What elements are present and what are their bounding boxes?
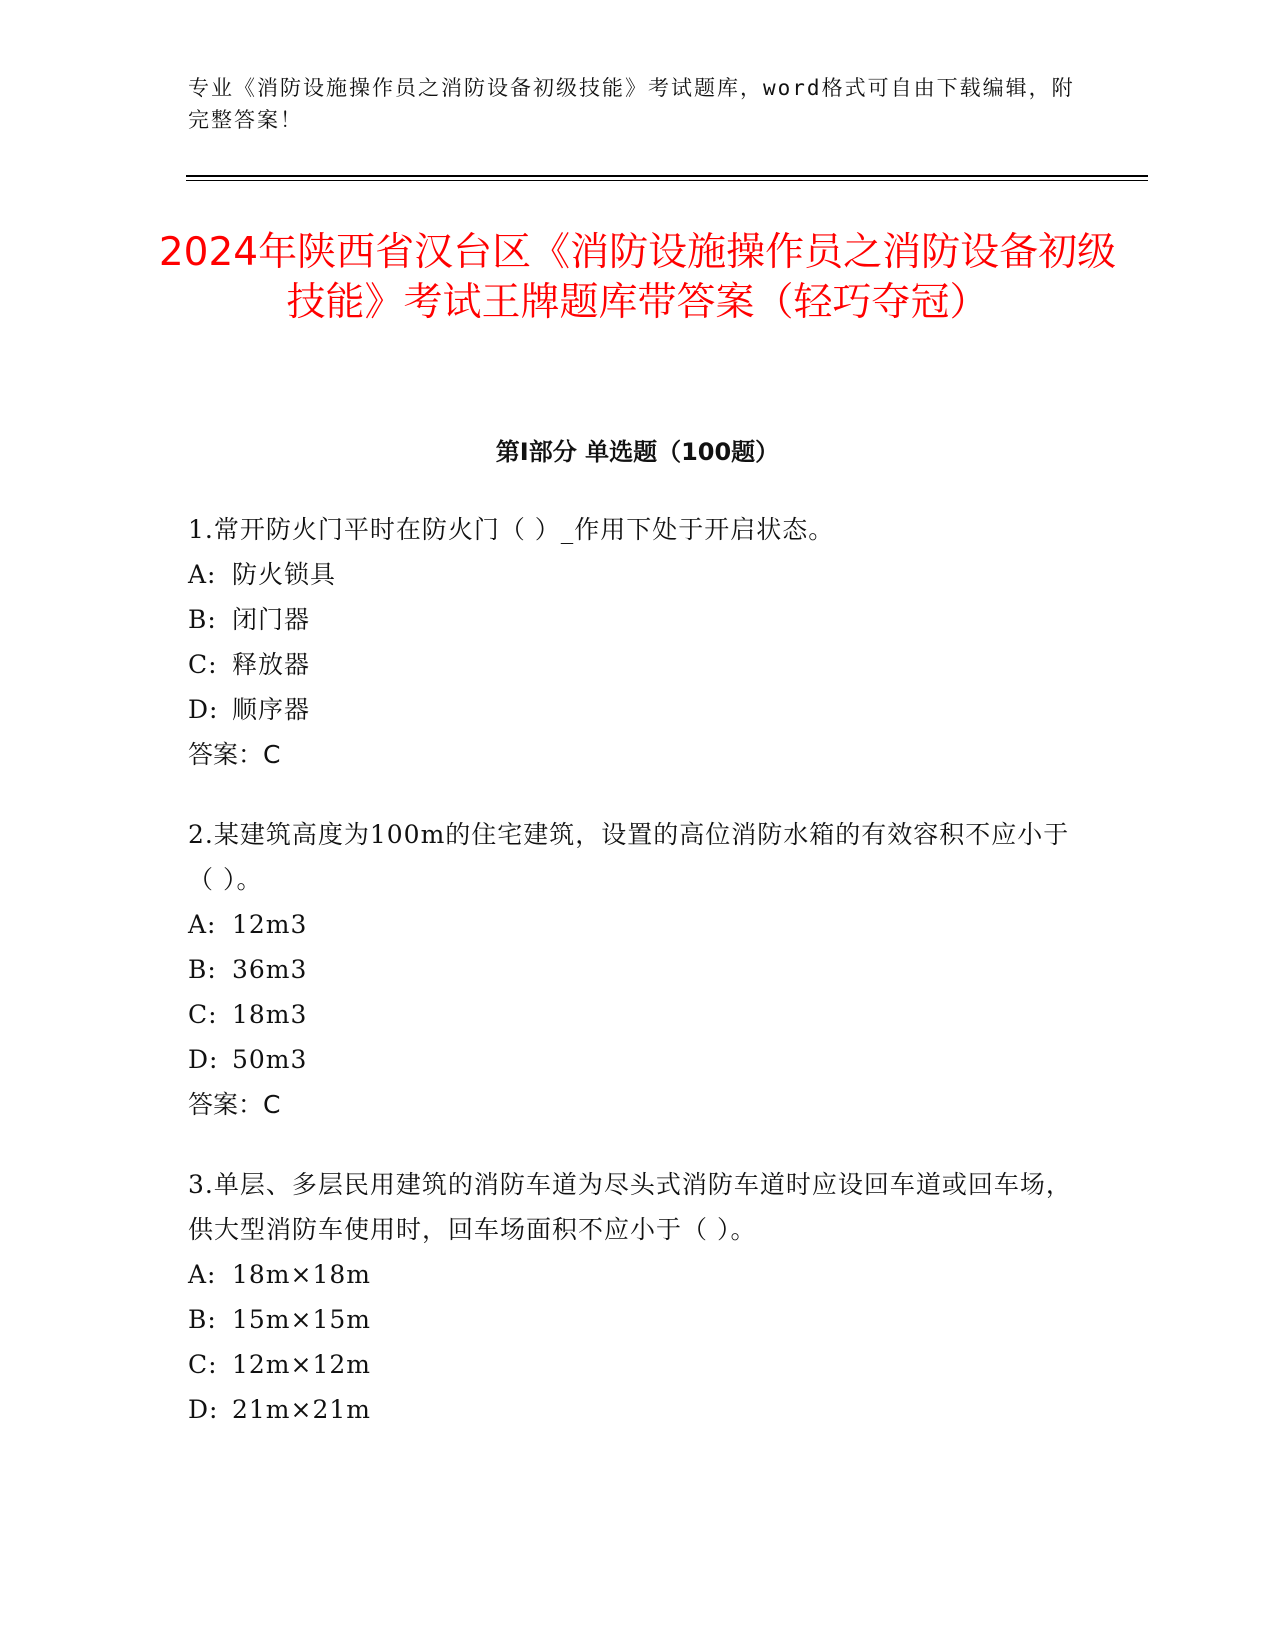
- option-text: 50m3: [232, 1045, 308, 1074]
- option-text: 18m×18m: [232, 1260, 371, 1289]
- option-b: [188, 1297, 1078, 1342]
- option-text: 顺序器: [232, 695, 311, 724]
- option-b: [188, 597, 1078, 642]
- option-a: [188, 552, 1078, 597]
- option-c: [188, 642, 1078, 687]
- option-letter: A:: [188, 1260, 217, 1289]
- option-text: 21m×21m: [232, 1395, 371, 1424]
- section-heading: 第Ⅰ部分 单选题（100题）: [495, 438, 780, 466]
- option-letter: B:: [188, 955, 217, 984]
- option-text: 15m×15m: [232, 1305, 371, 1334]
- document-title: 2024年陕西省汉台区《消防设施操作员之消防设备初级技能》考试王牌题库带答案（轻巧夺冠）: [158, 230, 1117, 325]
- answer-line: 答案：C: [188, 740, 281, 769]
- option-text: 闭门器: [232, 605, 311, 634]
- option-text: 释放器: [232, 650, 311, 679]
- option-text: 18m3: [232, 1000, 308, 1029]
- question-stem: 2.某建筑高度为100m的住宅建筑，设置的高位消防水箱的有效容积不应小于（ ）。: [188, 820, 1070, 894]
- option-letter: D:: [188, 695, 219, 724]
- option-letter: A:: [188, 560, 217, 589]
- option-text: 36m3: [232, 955, 308, 984]
- option-d: [188, 1387, 1078, 1432]
- option-b: [188, 947, 1078, 992]
- question-2: [188, 812, 1078, 1127]
- intro-text: 专业《消防设施操作员之消防设备初级技能》考试题库，word格式可自由下载编辑，附完整答案！: [188, 76, 1075, 132]
- option-c: [188, 1342, 1078, 1387]
- question-1: [188, 507, 1078, 777]
- option-letter: D:: [188, 1045, 219, 1074]
- option-text: 防火锁具: [232, 560, 337, 589]
- question-3: [188, 1162, 1078, 1432]
- header-divider-thin: [186, 180, 1148, 181]
- option-letter: C:: [188, 650, 218, 679]
- option-letter: A:: [188, 910, 217, 939]
- option-d: [188, 687, 1078, 732]
- option-d: [188, 1037, 1078, 1082]
- answer-line: 答案：C: [188, 1090, 281, 1119]
- option-letter: D:: [188, 1395, 219, 1424]
- question-stem: 1.常开防火门平时在防火门（ ）_作用下处于开启状态。: [188, 515, 835, 544]
- option-a: [188, 902, 1078, 947]
- option-letter: B:: [188, 605, 217, 634]
- option-a: [188, 1252, 1078, 1297]
- option-c: [188, 992, 1078, 1037]
- header-divider-thick: [186, 175, 1148, 177]
- option-letter: C:: [188, 1000, 218, 1029]
- option-letter: B:: [188, 1305, 217, 1334]
- option-letter: C:: [188, 1350, 218, 1379]
- option-text: 12m3: [232, 910, 308, 939]
- option-text: 12m×12m: [232, 1350, 371, 1379]
- question-stem: 3.单层、多层民用建筑的消防车道为尽头式消防车道时应设回车道或回车场，供大型消防车使用时，回车场面积不应小于（ ）。: [188, 1170, 1072, 1244]
